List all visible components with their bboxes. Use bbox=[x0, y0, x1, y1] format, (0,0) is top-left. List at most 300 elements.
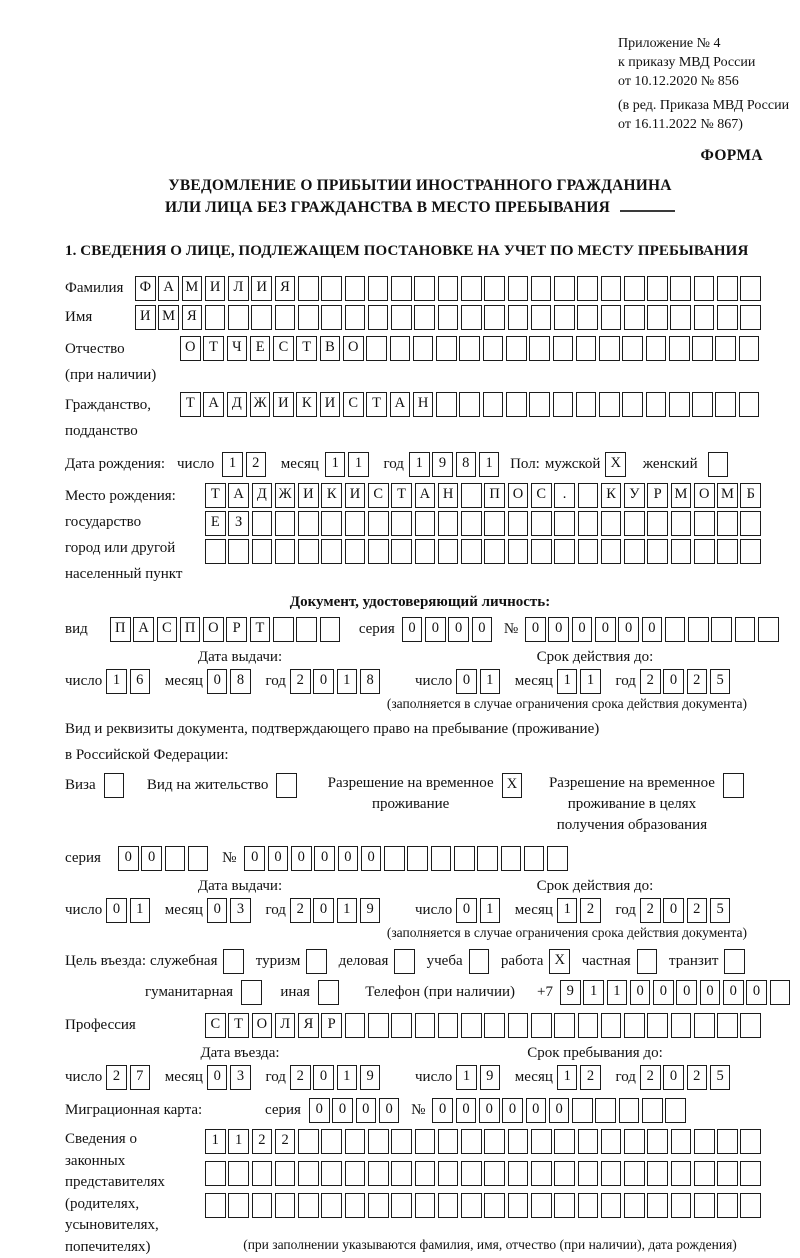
char-cell[interactable]: 0 bbox=[663, 669, 684, 694]
char-cell[interactable] bbox=[601, 1161, 622, 1186]
char-cell[interactable]: 5 bbox=[710, 898, 731, 923]
char-cell[interactable]: Я bbox=[298, 1013, 319, 1038]
char-cell[interactable] bbox=[461, 483, 482, 508]
char-cell[interactable]: 0 bbox=[313, 1065, 334, 1090]
char-cell[interactable] bbox=[531, 276, 552, 301]
char-cell[interactable] bbox=[529, 392, 550, 417]
char-cell[interactable]: 9 bbox=[432, 452, 453, 477]
char-cell[interactable]: 2 bbox=[580, 1065, 601, 1090]
char-cell[interactable] bbox=[554, 1161, 575, 1186]
char-cell[interactable] bbox=[553, 392, 574, 417]
char-cell[interactable]: М bbox=[671, 483, 692, 508]
char-cell[interactable] bbox=[298, 276, 319, 301]
char-cell[interactable] bbox=[671, 1193, 692, 1218]
char-cell[interactable] bbox=[306, 949, 327, 974]
char-cell[interactable]: П bbox=[180, 617, 201, 642]
char-cell[interactable] bbox=[368, 1161, 389, 1186]
char-cell[interactable] bbox=[252, 1193, 273, 1218]
char-cell[interactable] bbox=[345, 1161, 366, 1186]
char-cell[interactable] bbox=[205, 539, 226, 564]
char-cell[interactable]: 0 bbox=[746, 980, 767, 1005]
char-cell[interactable]: 1 bbox=[580, 669, 601, 694]
char-cell[interactable]: 0 bbox=[502, 1098, 523, 1123]
char-cell[interactable] bbox=[188, 846, 209, 871]
char-cell[interactable] bbox=[694, 511, 715, 536]
char-cell[interactable] bbox=[228, 539, 249, 564]
char-cell[interactable] bbox=[252, 511, 273, 536]
char-cell[interactable]: 2 bbox=[640, 1065, 661, 1090]
char-cell[interactable]: И bbox=[320, 392, 341, 417]
char-cell[interactable]: Д bbox=[227, 392, 248, 417]
char-cell[interactable] bbox=[484, 1161, 505, 1186]
char-cell[interactable] bbox=[671, 511, 692, 536]
char-cell[interactable] bbox=[671, 1129, 692, 1154]
char-cell[interactable] bbox=[739, 392, 760, 417]
char-cell[interactable] bbox=[647, 511, 668, 536]
char-cell[interactable]: Ж bbox=[275, 483, 296, 508]
char-cell[interactable] bbox=[740, 1193, 761, 1218]
char-cell[interactable] bbox=[694, 539, 715, 564]
char-cell[interactable] bbox=[438, 1013, 459, 1038]
char-cell[interactable] bbox=[646, 392, 667, 417]
char-cell[interactable]: 9 bbox=[360, 898, 381, 923]
char-cell[interactable] bbox=[531, 1193, 552, 1218]
char-cell[interactable]: 2 bbox=[290, 898, 311, 923]
char-cell[interactable] bbox=[345, 276, 366, 301]
char-cell[interactable] bbox=[321, 1129, 342, 1154]
char-cell[interactable] bbox=[578, 483, 599, 508]
char-cell[interactable] bbox=[619, 1098, 640, 1123]
char-cell[interactable]: 0 bbox=[642, 617, 663, 642]
char-cell[interactable]: 1 bbox=[607, 980, 628, 1005]
char-cell[interactable]: 2 bbox=[246, 452, 267, 477]
char-cell[interactable] bbox=[345, 511, 366, 536]
char-cell[interactable] bbox=[508, 305, 529, 330]
char-cell[interactable]: А bbox=[133, 617, 154, 642]
char-cell[interactable] bbox=[461, 539, 482, 564]
char-cell[interactable] bbox=[624, 276, 645, 301]
char-cell[interactable] bbox=[459, 392, 480, 417]
char-cell[interactable] bbox=[647, 1193, 668, 1218]
char-cell[interactable] bbox=[477, 846, 498, 871]
char-cell[interactable] bbox=[715, 336, 736, 361]
char-cell[interactable]: 0 bbox=[448, 617, 469, 642]
char-cell[interactable] bbox=[484, 305, 505, 330]
char-cell[interactable] bbox=[601, 1013, 622, 1038]
char-cell[interactable]: 0 bbox=[456, 898, 477, 923]
char-cell[interactable]: А bbox=[415, 483, 436, 508]
char-cell[interactable]: 5 bbox=[710, 669, 731, 694]
char-cell[interactable] bbox=[415, 1013, 436, 1038]
char-cell[interactable] bbox=[368, 276, 389, 301]
char-cell[interactable] bbox=[601, 276, 622, 301]
char-cell[interactable] bbox=[298, 539, 319, 564]
char-cell[interactable] bbox=[554, 511, 575, 536]
char-cell[interactable] bbox=[578, 511, 599, 536]
char-cell[interactable]: 0 bbox=[244, 846, 265, 871]
char-cell[interactable] bbox=[275, 511, 296, 536]
char-cell[interactable]: О bbox=[508, 483, 529, 508]
char-cell[interactable] bbox=[708, 452, 729, 477]
char-cell[interactable] bbox=[298, 511, 319, 536]
char-cell[interactable] bbox=[436, 336, 457, 361]
char-cell[interactable]: Т bbox=[228, 1013, 249, 1038]
char-cell[interactable] bbox=[740, 1161, 761, 1186]
char-cell[interactable]: А bbox=[203, 392, 224, 417]
char-cell[interactable]: 1 bbox=[337, 669, 358, 694]
char-cell[interactable] bbox=[554, 305, 575, 330]
char-cell[interactable] bbox=[647, 1013, 668, 1038]
char-cell[interactable]: X bbox=[549, 949, 570, 974]
char-cell[interactable] bbox=[345, 539, 366, 564]
char-cell[interactable]: 0 bbox=[723, 980, 744, 1005]
char-cell[interactable] bbox=[273, 617, 294, 642]
char-cell[interactable]: 1 bbox=[222, 452, 243, 477]
char-cell[interactable]: 0 bbox=[313, 898, 334, 923]
char-cell[interactable]: С bbox=[531, 483, 552, 508]
char-cell[interactable] bbox=[298, 1129, 319, 1154]
char-cell[interactable]: 1 bbox=[348, 452, 369, 477]
char-cell[interactable] bbox=[366, 336, 387, 361]
char-cell[interactable] bbox=[390, 336, 411, 361]
char-cell[interactable] bbox=[717, 305, 738, 330]
char-cell[interactable] bbox=[469, 949, 490, 974]
char-cell[interactable] bbox=[671, 539, 692, 564]
char-cell[interactable]: Е bbox=[250, 336, 271, 361]
char-cell[interactable] bbox=[622, 392, 643, 417]
char-cell[interactable]: 1 bbox=[583, 980, 604, 1005]
char-cell[interactable] bbox=[531, 1013, 552, 1038]
char-cell[interactable] bbox=[483, 392, 504, 417]
char-cell[interactable]: 2 bbox=[275, 1129, 296, 1154]
char-cell[interactable] bbox=[624, 1161, 645, 1186]
char-cell[interactable]: К bbox=[296, 392, 317, 417]
char-cell[interactable] bbox=[438, 1193, 459, 1218]
char-cell[interactable] bbox=[770, 980, 791, 1005]
char-cell[interactable]: 0 bbox=[479, 1098, 500, 1123]
char-cell[interactable] bbox=[461, 1013, 482, 1038]
char-cell[interactable] bbox=[321, 539, 342, 564]
char-cell[interactable] bbox=[228, 1193, 249, 1218]
char-cell[interactable]: 2 bbox=[640, 898, 661, 923]
char-cell[interactable] bbox=[508, 1129, 529, 1154]
char-cell[interactable]: С bbox=[273, 336, 294, 361]
char-cell[interactable]: 1 bbox=[106, 669, 127, 694]
char-cell[interactable] bbox=[669, 392, 690, 417]
char-cell[interactable]: Т bbox=[296, 336, 317, 361]
char-cell[interactable] bbox=[694, 1013, 715, 1038]
char-cell[interactable] bbox=[296, 617, 317, 642]
char-cell[interactable] bbox=[647, 539, 668, 564]
char-cell[interactable] bbox=[321, 1193, 342, 1218]
char-cell[interactable] bbox=[576, 392, 597, 417]
char-cell[interactable] bbox=[345, 1013, 366, 1038]
char-cell[interactable] bbox=[436, 392, 457, 417]
char-cell[interactable] bbox=[241, 980, 262, 1005]
char-cell[interactable] bbox=[415, 1161, 436, 1186]
char-cell[interactable] bbox=[321, 305, 342, 330]
char-cell[interactable] bbox=[391, 276, 412, 301]
char-cell[interactable]: 0 bbox=[549, 1098, 570, 1123]
char-cell[interactable] bbox=[508, 1013, 529, 1038]
char-cell[interactable] bbox=[318, 980, 339, 1005]
char-cell[interactable] bbox=[624, 1129, 645, 1154]
char-cell[interactable]: 2 bbox=[580, 898, 601, 923]
char-cell[interactable] bbox=[438, 1161, 459, 1186]
char-cell[interactable] bbox=[275, 305, 296, 330]
char-cell[interactable] bbox=[438, 511, 459, 536]
char-cell[interactable]: Т bbox=[180, 392, 201, 417]
char-cell[interactable] bbox=[407, 846, 428, 871]
char-cell[interactable] bbox=[391, 539, 412, 564]
char-cell[interactable]: Д bbox=[252, 483, 273, 508]
char-cell[interactable] bbox=[228, 305, 249, 330]
char-cell[interactable]: 5 bbox=[710, 1065, 731, 1090]
char-cell[interactable]: 1 bbox=[205, 1129, 226, 1154]
char-cell[interactable]: 1 bbox=[480, 898, 501, 923]
char-cell[interactable]: 9 bbox=[560, 980, 581, 1005]
char-cell[interactable]: З bbox=[228, 511, 249, 536]
char-cell[interactable] bbox=[646, 336, 667, 361]
char-cell[interactable] bbox=[694, 276, 715, 301]
char-cell[interactable] bbox=[391, 1161, 412, 1186]
char-cell[interactable]: 2 bbox=[640, 669, 661, 694]
char-cell[interactable]: С bbox=[368, 483, 389, 508]
char-cell[interactable]: 0 bbox=[118, 846, 139, 871]
char-cell[interactable]: О bbox=[252, 1013, 273, 1038]
char-cell[interactable] bbox=[415, 539, 436, 564]
char-cell[interactable] bbox=[508, 511, 529, 536]
char-cell[interactable] bbox=[578, 539, 599, 564]
char-cell[interactable] bbox=[624, 1013, 645, 1038]
char-cell[interactable]: 0 bbox=[207, 669, 228, 694]
char-cell[interactable]: 3 bbox=[230, 898, 251, 923]
char-cell[interactable] bbox=[554, 1129, 575, 1154]
char-cell[interactable] bbox=[414, 305, 435, 330]
char-cell[interactable]: 6 bbox=[130, 669, 151, 694]
char-cell[interactable] bbox=[740, 1129, 761, 1154]
char-cell[interactable] bbox=[415, 511, 436, 536]
char-cell[interactable] bbox=[647, 1161, 668, 1186]
char-cell[interactable] bbox=[671, 1013, 692, 1038]
char-cell[interactable]: 2 bbox=[290, 669, 311, 694]
char-cell[interactable]: 1 bbox=[337, 898, 358, 923]
char-cell[interactable] bbox=[692, 392, 713, 417]
char-cell[interactable]: 0 bbox=[361, 846, 382, 871]
char-cell[interactable]: 3 bbox=[230, 1065, 251, 1090]
char-cell[interactable] bbox=[531, 511, 552, 536]
char-cell[interactable]: 7 bbox=[130, 1065, 151, 1090]
char-cell[interactable]: О bbox=[343, 336, 364, 361]
char-cell[interactable] bbox=[688, 617, 709, 642]
char-cell[interactable]: Е bbox=[205, 511, 226, 536]
char-cell[interactable]: 1 bbox=[557, 669, 578, 694]
char-cell[interactable]: Т bbox=[366, 392, 387, 417]
char-cell[interactable]: Я bbox=[275, 276, 296, 301]
char-cell[interactable] bbox=[572, 1098, 593, 1123]
char-cell[interactable]: 1 bbox=[325, 452, 346, 477]
char-cell[interactable]: 0 bbox=[472, 617, 493, 642]
char-cell[interactable] bbox=[665, 617, 686, 642]
char-cell[interactable]: 0 bbox=[456, 1098, 477, 1123]
char-cell[interactable]: 0 bbox=[268, 846, 289, 871]
char-cell[interactable] bbox=[717, 276, 738, 301]
char-cell[interactable] bbox=[622, 336, 643, 361]
char-cell[interactable]: Л bbox=[275, 1013, 296, 1038]
char-cell[interactable]: И bbox=[273, 392, 294, 417]
char-cell[interactable] bbox=[553, 336, 574, 361]
char-cell[interactable] bbox=[368, 305, 389, 330]
char-cell[interactable] bbox=[692, 336, 713, 361]
char-cell[interactable] bbox=[735, 617, 756, 642]
char-cell[interactable] bbox=[484, 1193, 505, 1218]
char-cell[interactable]: Р bbox=[321, 1013, 342, 1038]
char-cell[interactable]: 9 bbox=[360, 1065, 381, 1090]
char-cell[interactable] bbox=[391, 305, 412, 330]
char-cell[interactable]: М bbox=[717, 483, 738, 508]
char-cell[interactable] bbox=[438, 305, 459, 330]
char-cell[interactable]: 2 bbox=[290, 1065, 311, 1090]
char-cell[interactable] bbox=[320, 617, 341, 642]
char-cell[interactable] bbox=[694, 305, 715, 330]
char-cell[interactable]: . bbox=[554, 483, 575, 508]
char-cell[interactable]: Ж bbox=[250, 392, 271, 417]
char-cell[interactable] bbox=[669, 336, 690, 361]
char-cell[interactable] bbox=[438, 276, 459, 301]
char-cell[interactable]: 8 bbox=[360, 669, 381, 694]
char-cell[interactable] bbox=[547, 846, 568, 871]
char-cell[interactable]: А bbox=[158, 276, 179, 301]
char-cell[interactable] bbox=[508, 1193, 529, 1218]
char-cell[interactable]: И bbox=[298, 483, 319, 508]
char-cell[interactable]: 2 bbox=[687, 669, 708, 694]
char-cell[interactable] bbox=[576, 336, 597, 361]
char-cell[interactable] bbox=[740, 305, 761, 330]
char-cell[interactable] bbox=[577, 276, 598, 301]
char-cell[interactable]: 0 bbox=[313, 669, 334, 694]
char-cell[interactable] bbox=[298, 305, 319, 330]
char-cell[interactable] bbox=[531, 305, 552, 330]
char-cell[interactable]: 0 bbox=[663, 898, 684, 923]
char-cell[interactable] bbox=[599, 336, 620, 361]
char-cell[interactable]: 1 bbox=[130, 898, 151, 923]
char-cell[interactable] bbox=[321, 1161, 342, 1186]
char-cell[interactable] bbox=[384, 846, 405, 871]
char-cell[interactable] bbox=[694, 1129, 715, 1154]
char-cell[interactable]: 2 bbox=[687, 898, 708, 923]
char-cell[interactable] bbox=[368, 1013, 389, 1038]
char-cell[interactable] bbox=[740, 511, 761, 536]
char-cell[interactable]: 0 bbox=[106, 898, 127, 923]
char-cell[interactable]: 1 bbox=[409, 452, 430, 477]
char-cell[interactable]: 1 bbox=[228, 1129, 249, 1154]
char-cell[interactable] bbox=[394, 949, 415, 974]
char-cell[interactable]: П bbox=[484, 483, 505, 508]
char-cell[interactable] bbox=[368, 511, 389, 536]
char-cell[interactable]: 0 bbox=[653, 980, 674, 1005]
char-cell[interactable] bbox=[345, 1129, 366, 1154]
char-cell[interactable] bbox=[368, 1129, 389, 1154]
char-cell[interactable]: Т bbox=[391, 483, 412, 508]
char-cell[interactable] bbox=[413, 336, 434, 361]
char-cell[interactable]: 0 bbox=[314, 846, 335, 871]
char-cell[interactable]: М bbox=[158, 305, 179, 330]
char-cell[interactable]: Я bbox=[182, 305, 203, 330]
char-cell[interactable] bbox=[601, 511, 622, 536]
char-cell[interactable] bbox=[601, 1193, 622, 1218]
char-cell[interactable] bbox=[717, 1193, 738, 1218]
char-cell[interactable] bbox=[508, 539, 529, 564]
char-cell[interactable] bbox=[717, 511, 738, 536]
char-cell[interactable]: Ф bbox=[135, 276, 156, 301]
char-cell[interactable]: 0 bbox=[332, 1098, 353, 1123]
char-cell[interactable]: 0 bbox=[663, 1065, 684, 1090]
char-cell[interactable]: А bbox=[390, 392, 411, 417]
char-cell[interactable] bbox=[275, 1161, 296, 1186]
char-cell[interactable] bbox=[321, 276, 342, 301]
char-cell[interactable] bbox=[461, 305, 482, 330]
char-cell[interactable] bbox=[461, 511, 482, 536]
char-cell[interactable] bbox=[601, 305, 622, 330]
char-cell[interactable]: К bbox=[601, 483, 622, 508]
char-cell[interactable]: И bbox=[251, 276, 272, 301]
char-cell[interactable]: С bbox=[157, 617, 178, 642]
char-cell[interactable] bbox=[637, 949, 658, 974]
char-cell[interactable]: 0 bbox=[379, 1098, 400, 1123]
char-cell[interactable] bbox=[711, 617, 732, 642]
char-cell[interactable] bbox=[531, 1161, 552, 1186]
char-cell[interactable] bbox=[554, 276, 575, 301]
char-cell[interactable] bbox=[665, 1098, 686, 1123]
char-cell[interactable] bbox=[459, 336, 480, 361]
char-cell[interactable]: Т bbox=[250, 617, 271, 642]
char-cell[interactable]: Т bbox=[205, 483, 226, 508]
char-cell[interactable] bbox=[391, 1013, 412, 1038]
char-cell[interactable] bbox=[276, 773, 297, 798]
char-cell[interactable] bbox=[391, 1193, 412, 1218]
char-cell[interactable] bbox=[740, 1013, 761, 1038]
char-cell[interactable]: 2 bbox=[252, 1129, 273, 1154]
char-cell[interactable] bbox=[298, 1193, 319, 1218]
char-cell[interactable]: И bbox=[345, 483, 366, 508]
char-cell[interactable] bbox=[647, 1129, 668, 1154]
char-cell[interactable] bbox=[484, 1129, 505, 1154]
char-cell[interactable] bbox=[454, 846, 475, 871]
char-cell[interactable]: 0 bbox=[356, 1098, 377, 1123]
char-cell[interactable]: 1 bbox=[557, 1065, 578, 1090]
char-cell[interactable]: 0 bbox=[425, 617, 446, 642]
char-cell[interactable]: Р bbox=[226, 617, 247, 642]
char-cell[interactable] bbox=[275, 1193, 296, 1218]
char-cell[interactable] bbox=[461, 1193, 482, 1218]
char-cell[interactable]: Н bbox=[438, 483, 459, 508]
char-cell[interactable] bbox=[414, 276, 435, 301]
char-cell[interactable] bbox=[298, 1161, 319, 1186]
char-cell[interactable]: 2 bbox=[687, 1065, 708, 1090]
char-cell[interactable]: 0 bbox=[309, 1098, 330, 1123]
char-cell[interactable] bbox=[595, 1098, 616, 1123]
char-cell[interactable] bbox=[642, 1098, 663, 1123]
char-cell[interactable] bbox=[601, 539, 622, 564]
char-cell[interactable] bbox=[391, 1129, 412, 1154]
char-cell[interactable] bbox=[671, 1161, 692, 1186]
char-cell[interactable]: X bbox=[605, 452, 626, 477]
char-cell[interactable] bbox=[670, 305, 691, 330]
char-cell[interactable]: С bbox=[205, 1013, 226, 1038]
char-cell[interactable]: С bbox=[343, 392, 364, 417]
char-cell[interactable] bbox=[554, 539, 575, 564]
char-cell[interactable] bbox=[484, 539, 505, 564]
